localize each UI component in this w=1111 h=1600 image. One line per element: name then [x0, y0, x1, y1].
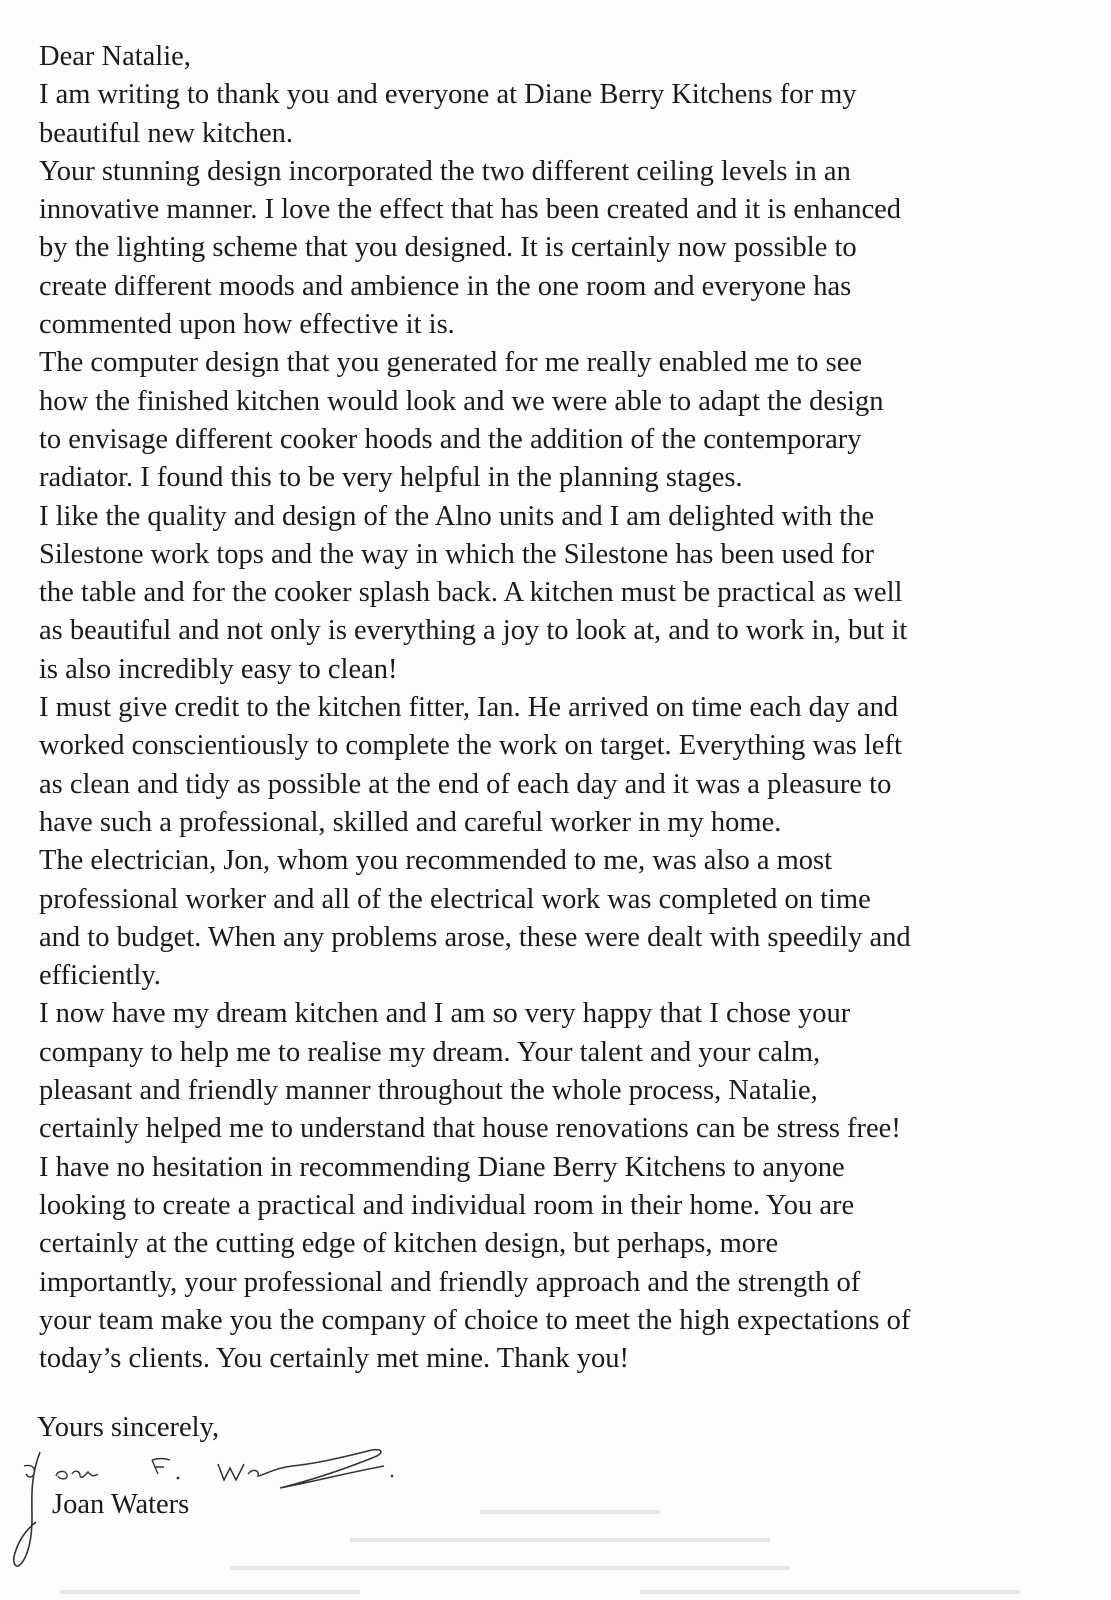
letter-line: I now have my dream kitchen and I am so very happy that I chose your — [39, 998, 851, 1030]
letter-line: the table and for the cooker splash back. A kitchen must be practical as well — [39, 577, 903, 609]
letter-line: as beautiful and not only is everything a joy to look at, and to work in, but it — [39, 615, 908, 647]
letter-line: worked conscientiously to complete the work on target. Everything was left — [39, 730, 902, 762]
letter-line: by the lighting scheme that you designed. It is certainly now possible to — [39, 232, 857, 264]
letter-line: I have no hesitation in recommending Diane Berry Kitchens to anyone — [39, 1151, 845, 1183]
letter-line: Silestone work tops and the way in which the Silestone has been used for — [39, 538, 875, 570]
letter-line: as clean and tidy as possible at the end of each day and it was a pleasure to — [39, 768, 892, 800]
letter-line: I am writing to thank you and everyone at Diane Berry Kitchens for my — [39, 79, 857, 111]
letter-line: pleasant and friendly manner throughout the whole process, Natalie, — [39, 1075, 818, 1107]
letter-line: looking to create a practical and individual room in their home. You are — [39, 1189, 855, 1221]
letter-line: professional worker and all of the electrical work was completed on time — [39, 883, 871, 915]
letter-line: commented upon how effective it is. — [39, 309, 455, 341]
letter-line: how the finished kitchen would look and we were able to adapt the design — [39, 385, 884, 417]
letter-body — [39, 38, 1089, 1378]
letter-line: today’s clients. You certainly met mine. Thank you! — [39, 1343, 629, 1375]
letter-line: is also incredibly easy to clean! — [39, 653, 398, 685]
letter-line: importantly, your professional and friendly approach and the strength of — [39, 1266, 861, 1298]
letter-line: create different moods and ambience in the one room and everyone has — [39, 270, 852, 302]
letter-line: Your stunning design incorporated the two different ceiling levels in an — [39, 155, 851, 187]
letter-line: beautiful new kitchen. — [39, 117, 294, 149]
salutation: Dear Natalie, — [39, 41, 191, 72]
letter-line: innovative manner. I love the effect that has been created and it is enhanced — [39, 194, 902, 226]
signatory-name: Joan Waters — [52, 1489, 190, 1520]
letter-line: The computer design that you generated for me really enabled me to see — [39, 347, 863, 379]
letter-line: radiator. I found this to be very helpful in the planning stages. — [39, 462, 743, 494]
letter-line: company to help me to realise my dream. Your talent and your calm, — [39, 1036, 821, 1068]
letter-line: I must give credit to the kitchen fitter, Ian. He arrived on time each day and — [39, 692, 899, 724]
letter-line: and to budget. When any problems arose, these were dealt with speedily and — [39, 921, 911, 953]
letter-line: certainly helped me to understand that house renovations can be stress free! — [39, 1113, 901, 1145]
letter-line: certainly at the cutting edge of kitchen design, but perhaps, more — [39, 1228, 779, 1260]
letter-line: to envisage different cooker hoods and the addition of the contemporary — [39, 423, 862, 455]
letter-line: The electrician, Jon, whom you recommended to me, was also a most — [39, 845, 833, 877]
letter-line: efficiently. — [39, 960, 161, 992]
letter-line: I like the quality and design of the Alno units and I am delighted with the — [39, 500, 875, 532]
closing: Yours sincerely, — [37, 1412, 220, 1443]
letter-line: have such a professional, skilled and careful worker in my home. — [39, 806, 782, 838]
show-through-texture — [20, 1500, 1080, 1600]
letter-line: your team make you the company of choice to meet the high expectations of — [39, 1304, 911, 1336]
